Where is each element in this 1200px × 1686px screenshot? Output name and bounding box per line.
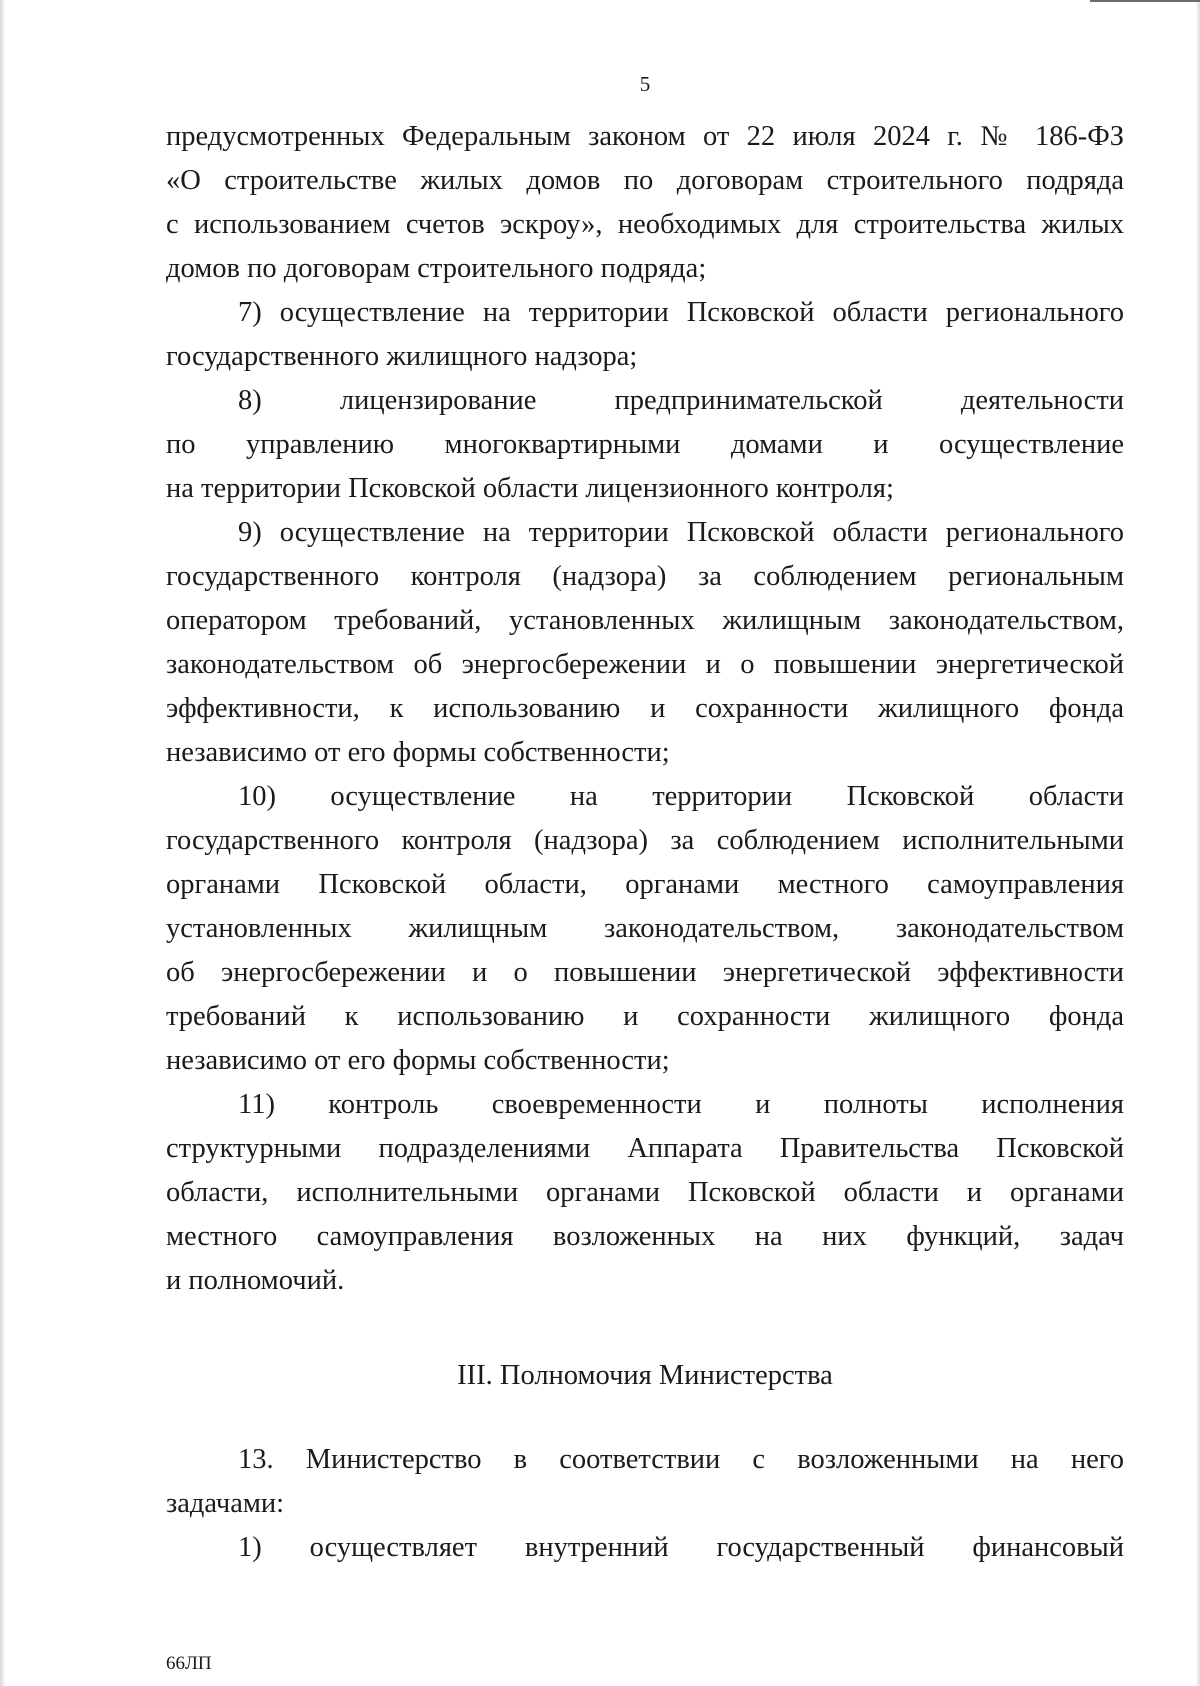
text-line: государственного контроля (надзора) за соблюдением исполнительными [166, 825, 1124, 856]
text-line: об энергосбережении и о повышении энергетической эффективности [166, 957, 1124, 988]
text-line: оператором требований, установленных жилищным законодательством, [166, 605, 1124, 636]
text-line: 9) осуществление на территории Псковской области регионального [238, 517, 1124, 548]
text-line: 13. Министерство в соответствии с возложенными на него [238, 1444, 1124, 1475]
text-line: государственного контроля (надзора) за соблюдением региональным [166, 561, 1124, 592]
text-line: независимо от его формы собственности; [166, 1045, 670, 1076]
text-line: с использованием счетов эскроу», необходимых для строительства жилых [166, 209, 1124, 240]
text-line: 10) осуществление на территории Псковской области [238, 781, 1124, 812]
text-line: задачами: [166, 1488, 285, 1519]
text-line: местного самоуправления возложенных на них функций, задач [166, 1221, 1124, 1252]
scan-line-top [1090, 0, 1200, 2]
text-line: на территории Псковской области лицензионного контроля; [166, 473, 894, 504]
text-line: области, исполнительными органами Псковской области и органами [166, 1177, 1124, 1208]
text-line: государственного жилищного надзора; [166, 341, 638, 372]
page-number: 5 [639, 72, 651, 96]
text-line: эффективности, к использованию и сохранности жилищного фонда [166, 693, 1124, 724]
text-line: 1) осуществляет внутренний государственный финансовый [238, 1532, 1124, 1563]
text-line: структурными подразделениями Аппарата Правительства Псковской [166, 1133, 1124, 1164]
text-line: установленных жилищным законодательством, законодательством [166, 913, 1124, 944]
text-line: 7) осуществление на территории Псковской области регионального [238, 297, 1124, 328]
text-line: по управлению многоквартирными домами и осуществление [166, 429, 1124, 460]
text-line: законодательством об энергосбережении и о повышении энергетической [166, 649, 1124, 680]
body-text-bottom [166, 1438, 1124, 1570]
text-line: 11) контроль своевременности и полноты исполнения [238, 1089, 1124, 1120]
scan-edge-left [0, 0, 6, 1686]
text-line: «О строительстве жилых домов по договорам строительного подряда [166, 165, 1124, 196]
text-line: домов по договорам строительного подряда; [166, 253, 707, 284]
text-line: предусмотренных Федеральным законом от 22 июля 2024 г. № 186-ФЗ [166, 121, 1124, 152]
text-line: требований к использованию и сохранности жилищного фонда [166, 1001, 1124, 1032]
text-line: и полномочий. [166, 1265, 345, 1296]
text-line: органами Псковской области, органами местного самоуправления [166, 869, 1124, 900]
body-text-top [166, 115, 1124, 1303]
section-heading: III. Полномочия Министерства [457, 1360, 833, 1391]
text-line: 8) лицензирование предпринимательской деятельности [238, 385, 1124, 416]
text-line: независимо от его формы собственности; [166, 737, 670, 768]
scan-edge-right [1196, 0, 1200, 1686]
footer-code: 66ЛП [166, 1653, 212, 1674]
